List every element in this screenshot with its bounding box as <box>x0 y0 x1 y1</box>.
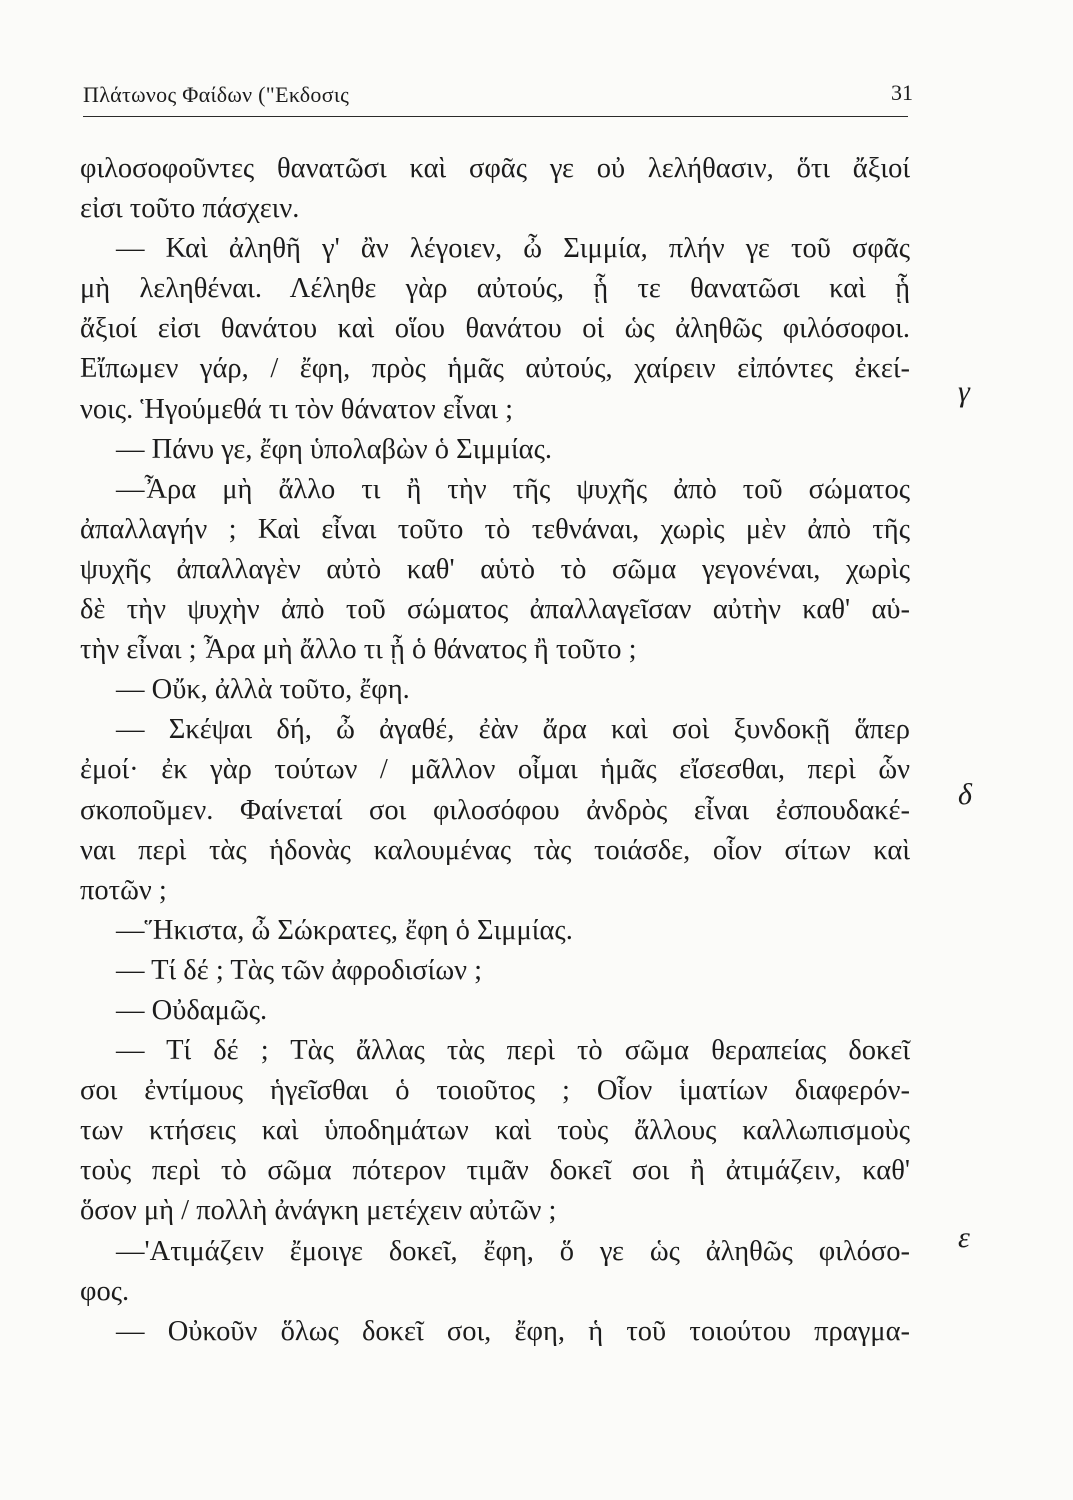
text-line: εἰσι τοῦτο πάσχειν. <box>80 193 300 225</box>
text-line: ψυχῆς ἀπαλλαγὲν αὐτὸ καθ' αὑτὸ τὸ σῶμα γεγονέναι, χωρὶς <box>80 553 910 585</box>
body-text <box>80 149 910 1352</box>
margin-mark-gamma: γ <box>958 375 970 408</box>
text-line: ποτῶν ; <box>80 874 167 906</box>
text-line: νοις. Ἡγούμεθά τι τὸν θάνατον εἶναι ; <box>80 393 513 425</box>
text-line: —Ἆρα μὴ ἄλλο τι ἢ τὴν τῆς ψυχῆς ἀπὸ τοῦ σώματος <box>116 473 910 505</box>
text-line: ναι περὶ τὰς ἡδονὰς καλουμένας τὰς τοιάσδε, οἷον σίτων καὶ <box>80 834 910 866</box>
text-line: — Οὐδαμῶς. <box>116 994 268 1026</box>
header-rule <box>83 116 908 117</box>
text-line: δὲ τὴν ψυχὴν ἀπὸ τοῦ σώματος ἀπαλλαγεῖσαν αὐτὴν καθ' αὑ- <box>80 594 910 626</box>
text-line: τὴν εἶναι ; Ἆρα μὴ ἄλλο τι ᾖ ὁ θάνατος ἢ τοῦτο ; <box>80 634 637 666</box>
text-line: —Ἥκιστα, ὦ Σώκρατες, ἔφη ὁ Σιμμίας. <box>116 914 573 946</box>
text-line: — Τί δέ ; Τὰς τῶν ἀφροδισίων ; <box>116 954 483 986</box>
text-line: ὅσον μὴ / πολλὴ ἀνάγκη μετέχειν αὐτῶν ; <box>80 1195 557 1227</box>
text-line: ἐμοί· ἐκ γὰρ τούτων / μᾶλλον οἶμαι ἡμᾶς εἴσεσθαι, περὶ ὧν <box>80 754 910 786</box>
text-line: ἀπαλλαγήν ; Καὶ εἶναι τοῦτο τὸ τεθνάναι, χωρὶς μὲν ἀπὸ τῆς <box>80 513 910 545</box>
text-line: — Οὔκ, ἀλλὰ τοῦτο, ἔφη. <box>116 674 410 706</box>
text-line: — Πάνυ γε, ἔφη ὑπολαβὼν ὁ Σιμμίας. <box>116 433 553 465</box>
text-line: φος. <box>80 1275 130 1307</box>
text-line: Εἴπωμεν γάρ, / ἔφη, πρὸς ἡμᾶς αὐτούς, χαίρειν εἰπόντες ἐκεί- <box>80 353 910 385</box>
text-line: — Οὐκοῦν ὅλως δοκεῖ σοι, ἔφη, ἡ τοῦ τοιούτου πραγμα- <box>116 1315 910 1347</box>
text-line: — Σκέψαι δή, ὦ ἀγαθέ, ἐὰν ἄρα καὶ σοὶ ξυνδοκῇ ἅπερ <box>116 714 910 746</box>
header-title: Πλάτωνος Φαίδων ("Εκδοσις <box>83 82 350 107</box>
margin-mark-delta: δ <box>958 778 972 811</box>
text-line: μὴ λεληθέναι. Λέληθε γὰρ αὐτούς, ᾗ τε θανατῶσι καὶ ᾗ <box>80 273 910 305</box>
text-line: ἄξιοί εἰσι θανάτου καὶ οἵου θανάτου οἱ ὡς ἀληθῶς φιλόσοφοι. <box>80 313 910 345</box>
text-line: — Καὶ ἀληθῆ γ' ἂν λέγοιεν, ὦ Σιμμία, πλήν γε τοῦ σφᾶς <box>116 233 910 265</box>
running-header <box>83 74 913 114</box>
text-line: σοι ἐντίμους ἡγεῖσθαι ὁ τοιοῦτος ; Οἷον ἱματίων διαφερόν- <box>80 1075 910 1107</box>
margin-mark-epsilon: ε <box>958 1221 970 1254</box>
text-line: των κτήσεις καὶ ὑποδημάτων καὶ τοὺς ἄλλους καλλωπισμοὺς <box>80 1115 910 1147</box>
text-line: τοὺς περὶ τὸ σῶμα πότερον τιμᾶν δοκεῖ σοι ἢ ἀτιμάζειν, καθ' <box>80 1155 910 1187</box>
text-line: σκοποῦμεν. Φαίνεταί σοι φιλοσόφου ἀνδρὸς εἶναι ἐσπουδακέ- <box>80 794 910 826</box>
text-line: —'Ατιμάζειν ἔμοιγε δοκεῖ, ἔφη, ὅ γε ὡς ἀληθῶς φιλόσο- <box>116 1235 910 1267</box>
text-line: — Τί δέ ; Τὰς ἄλλας τὰς περὶ τὸ σῶμα θεραπείας δοκεῖ <box>116 1035 910 1067</box>
text-line: φιλοσοφοῦντες θανατῶσι καὶ σφᾶς γε οὐ λελήθασιν, ὅτι ἄξιοί <box>80 153 910 184</box>
page-number: 31 <box>891 80 913 105</box>
